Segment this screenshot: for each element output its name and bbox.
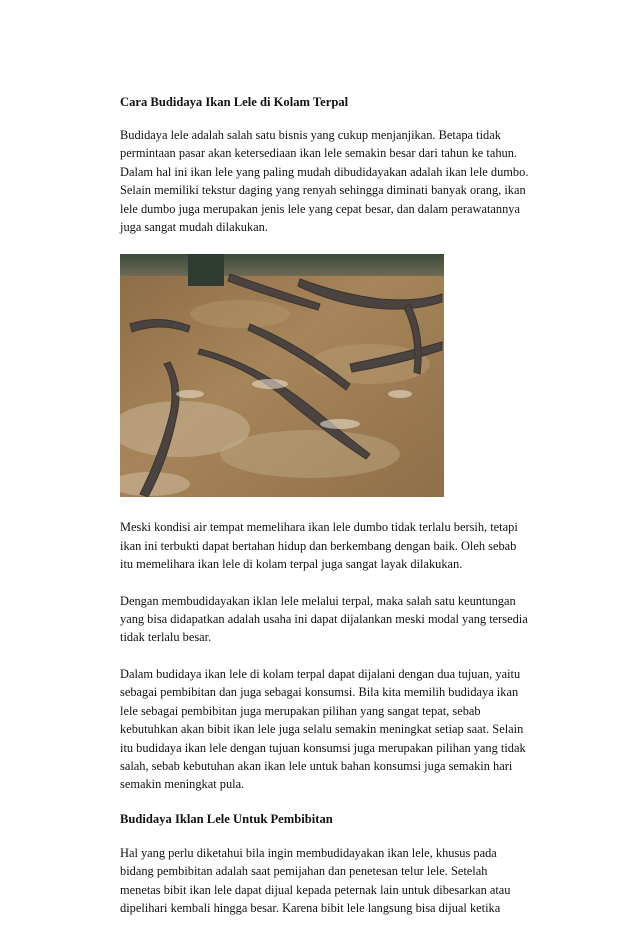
- catfish-pond-photo: [120, 254, 444, 497]
- text-line: lele sebagai pembibitan juga merupakan pilihan yang sangat tepat, sebab: [120, 703, 481, 718]
- text-line: Selain memiliki tekstur daging yang renyah sehingga diminati banyak orang, ikan: [120, 183, 526, 198]
- text-line: Meski kondisi air tempat memelihara ikan lele dumbo tidak terlalu bersih, tetapi: [120, 520, 518, 535]
- paragraph-conditions: [120, 518, 550, 573]
- text-line: Dalam hal ini ikan lele yang paling mudah dibudidayakan adalah ikan lele dumbo.: [120, 164, 529, 179]
- text-line: kebutuhkan akan bibit ikan lele juga selalu semakin meningkat setiap saat. Selain: [120, 722, 524, 737]
- text-line: dipelihari kembali hingga besar. Karena bibit lele langsung bisa dijual ketika: [120, 900, 501, 915]
- paragraph-advantage: [120, 592, 550, 647]
- section-heading: Budidaya Iklan Lele Untuk Pembibitan: [120, 811, 333, 826]
- text-line: yang bisa didapatkan adalah usaha ini dapat dijalankan meski modal yang tersedia: [120, 612, 528, 627]
- document-page: [120, 94, 550, 935]
- paragraph-breeding: [120, 844, 550, 918]
- paragraph-intro: [120, 126, 550, 236]
- text-line: Dalam budidaya ikan lele di kolam terpal dapat dijalani dengan dua tujuan, yaitu: [120, 666, 521, 681]
- text-line: lele dumbo juga merupakan jenis lele yang cepat besar, dan dalam perawatannya: [120, 201, 520, 216]
- text-line: permintaan pasar akan ketersediaan ikan lele semakin besar dari tahun ke tahun.: [120, 146, 518, 161]
- text-line: salah, sebab kebutuhan akan ikan lele untuk bahan konsumsi juga semakin hari: [120, 758, 513, 773]
- text-line: tidak terlalu besar.: [120, 630, 212, 645]
- document-title: Cara Budidaya Ikan Lele di Kolam Terpal: [120, 95, 349, 109]
- text-line: itu memelihara ikan lele di kolam terpal juga sangat layak dilakukan.: [120, 557, 463, 572]
- text-line: Budidaya lele adalah salah satu bisnis yang cukup menjanjikan. Betapa tidak: [120, 128, 501, 142]
- text-line: bidang pembibitan adalah saat pemijahan dan penetesan telur lele. Setelah: [120, 864, 488, 879]
- text-line: menetas bibit ikan lele dapat dijual kepada peternak lain untuk dibesarkan atau: [120, 882, 511, 897]
- paragraph-purposes: [120, 665, 550, 794]
- text-line: sebagai pembibitan dan juga sebagai konsumsi. Bila kita memilih budidaya ikan: [120, 685, 519, 700]
- text-line: Hal yang perlu diketahui bila ingin membudidayakan ikan lele, khusus pada: [120, 845, 497, 860]
- text-line: semakin meningkat pula.: [120, 777, 245, 792]
- text-line: Dengan membudidayakan iklan lele melalui terpal, maka salah satu keuntungan: [120, 593, 516, 608]
- text-line: itu budidaya ikan lele dengan tujuan konsumsi juga merupakan pilihan yang tidak: [120, 740, 526, 755]
- text-line: ikan ini terbukti dapat bertahan hidup dan berkembang dengan baik. Oleh sebab: [120, 538, 517, 553]
- text-line: juga sangat mudah dilakukan.: [120, 220, 268, 235]
